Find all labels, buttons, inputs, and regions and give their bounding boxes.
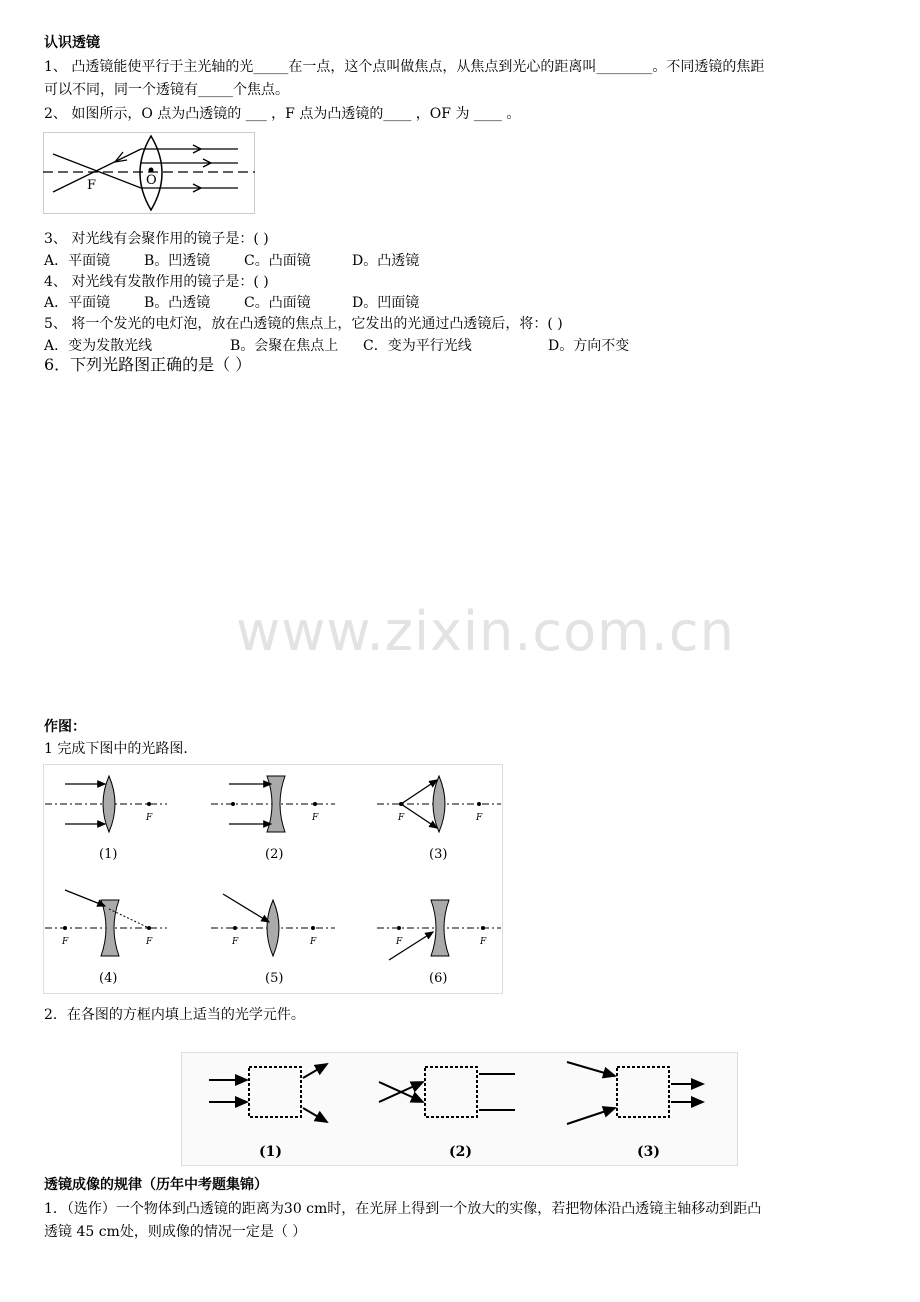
q5-option-b: B。会聚在焦点上 bbox=[230, 338, 339, 354]
law-question-1-line-1: 1．（选作）一个物体到凸透镜的距离为30 cm时，在光屏上得到一个放大的实像，若把物体沿凸透镜主轴移动到距凸 bbox=[44, 1201, 762, 1217]
svg-text:F: F bbox=[312, 813, 319, 823]
section-title-lens: 认识透镜 bbox=[44, 35, 100, 51]
q5-option-a: A．变为发散光线 bbox=[44, 338, 153, 354]
diagram-1-convex-parallel bbox=[45, 776, 167, 862]
question-5: 5、 将一个发光的电灯泡，放在凸透镜的焦点上，它发出的光通过凸透镜后，将：( ) bbox=[44, 316, 563, 332]
drawing-question-2: 2．在各图的方框内填上适当的光学元件。 bbox=[44, 1007, 305, 1023]
q4-option-c: C。凸面镜 bbox=[244, 295, 311, 311]
question-2: 2、 如图所示，O 点为凸透镜的 ___ ，F 点为凸透镜的____ ，OF 为 ____ 。 bbox=[44, 106, 521, 122]
law-question-1-line-2: 透镜 45 cm处，则成像的情况一定是（ ） bbox=[44, 1224, 307, 1240]
q3-option-c: C。凸面镜 bbox=[244, 253, 311, 269]
q4-option-a: A．平面镜 bbox=[44, 295, 111, 311]
diagram-6-concave-oblique bbox=[377, 900, 501, 986]
section-title-imaging-law: 透镜成像的规律（历年中考题集锦） bbox=[44, 1177, 268, 1193]
svg-text:(3): (3) bbox=[429, 847, 448, 862]
diagram-3-convex-from-focus bbox=[377, 776, 501, 862]
svg-text:(1): (1) bbox=[259, 1144, 282, 1160]
q5-option-d: D。方向不变 bbox=[548, 338, 630, 354]
q4-option-d: D。凹面镜 bbox=[352, 295, 420, 311]
svg-text:F: F bbox=[146, 813, 153, 823]
svg-text:F: F bbox=[476, 813, 483, 823]
q3-option-d: D。凸透镜 bbox=[352, 253, 420, 269]
convex-lens-figure bbox=[43, 132, 255, 214]
svg-text:F: F bbox=[396, 937, 403, 947]
question-3: 3、 对光线有会聚作用的镜子是：( ) bbox=[44, 231, 269, 247]
svg-text:(2): (2) bbox=[265, 847, 284, 862]
optical-center-label-o: O bbox=[146, 173, 157, 188]
svg-text:F: F bbox=[146, 937, 153, 947]
focus-label-f: F bbox=[87, 178, 97, 193]
q3-option-b: B。凹透镜 bbox=[144, 253, 211, 269]
svg-text:F: F bbox=[310, 937, 317, 947]
question-1-line-2: 可以不同，同一个透镜有_____个焦点。 bbox=[44, 82, 289, 98]
diagram-5-convex-oblique bbox=[211, 894, 335, 986]
svg-text:F: F bbox=[62, 937, 69, 947]
svg-text:(5): (5) bbox=[265, 971, 284, 986]
optical-element-boxes-figure bbox=[181, 1052, 738, 1166]
svg-text:(4): (4) bbox=[99, 971, 118, 986]
ray-diagram-grid bbox=[43, 764, 503, 994]
q5-option-c: C．变为平行光线 bbox=[363, 338, 472, 354]
diagram-4-concave-toward-focus bbox=[45, 890, 167, 986]
q4-option-b: B。凸透镜 bbox=[144, 295, 211, 311]
watermark: www.zixin.com.cn bbox=[236, 600, 735, 663]
diagram-2-concave-parallel bbox=[211, 776, 335, 862]
svg-text:(2): (2) bbox=[449, 1144, 472, 1160]
svg-text:F: F bbox=[480, 937, 487, 947]
svg-text:(1): (1) bbox=[99, 847, 118, 862]
question-1-line-1: 1、 凸透镜能使平行于主光轴的光_____在一点，这个点叫做焦点，从焦点到光心的距离叫________。不同透镜的焦距 bbox=[44, 59, 765, 75]
svg-text:F: F bbox=[398, 813, 405, 823]
question-6: 6．下列光路图正确的是（ ） bbox=[44, 355, 252, 374]
drawing-question-1: 1 完成下图中的光路图. bbox=[44, 741, 188, 757]
svg-text:(6): (6) bbox=[429, 971, 448, 986]
question-4: 4、 对光线有发散作用的镜子是：( ) bbox=[44, 274, 269, 290]
q3-option-a: A．平面镜 bbox=[44, 253, 111, 269]
svg-text:F: F bbox=[232, 937, 239, 947]
section-title-drawing: 作图： bbox=[44, 719, 86, 735]
svg-text:(3): (3) bbox=[637, 1144, 660, 1160]
